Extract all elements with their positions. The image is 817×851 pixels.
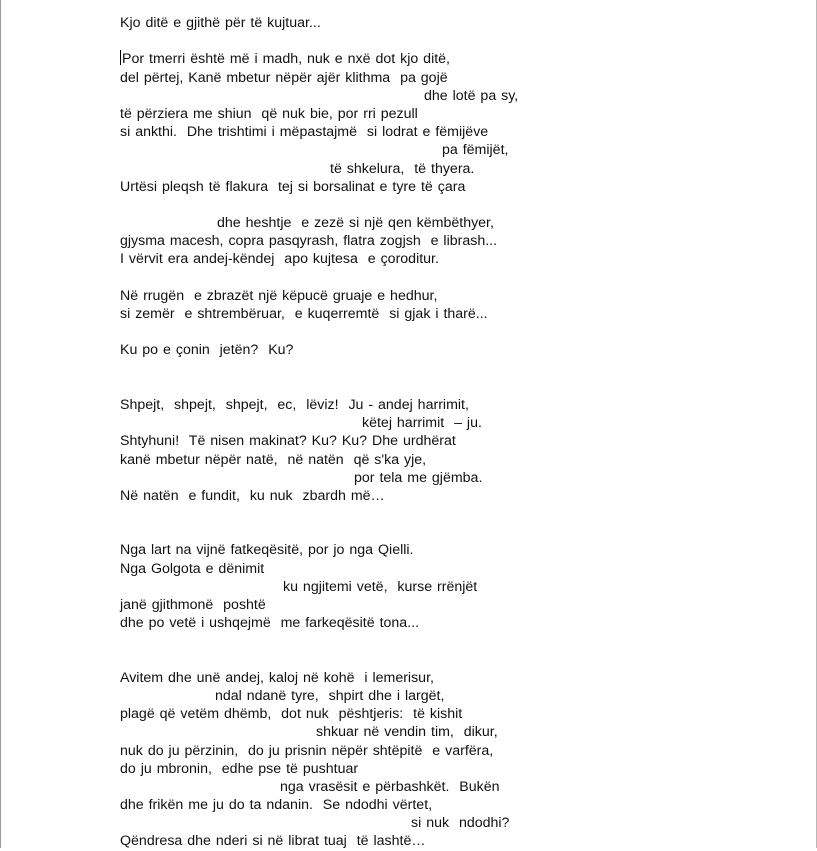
line-text: gjysma macesh, copra pasqyrash, flatra zogjsh e librash... (120, 233, 498, 250)
text-line (120, 614, 810, 632)
text-line (120, 160, 810, 178)
text-line (120, 541, 810, 559)
text-line (120, 778, 810, 796)
line-text: ku ngjitemi vetë, kurse rrënjët (283, 578, 478, 595)
line-text: del përtej, Kanë mbetur nëpër ajër klithma pa gojë (120, 69, 448, 86)
text-line (120, 87, 810, 105)
text-line (120, 123, 810, 141)
line-text: Nga lart na vijnë fatkeqësitë, por jo nga Qielli. (120, 542, 414, 559)
line-text: Qëndresa dhe nderi si në librat tuaj të lashtë… (120, 833, 426, 850)
line-text: plagë që vetëm dhëmb, dot nuk pështjeris: të kishit (120, 706, 463, 723)
line-text: pa fëmijët, (442, 142, 509, 159)
text-line (120, 214, 810, 232)
text-line (120, 105, 810, 123)
text-line (120, 596, 810, 614)
line-text: por tela me gjëmba. (354, 469, 483, 486)
line-text: Në natën e fundit, ku nuk zbardh më… (120, 487, 385, 504)
line-text: dhe po vetë i ushqejmë me farkeqësitë tona... (120, 615, 420, 632)
blank-line (120, 632, 810, 650)
line-text: Avitem dhe unë andej, kaloj në kohë i lemerisur, (120, 669, 434, 686)
line-text: Në rrugën e zbrazët një këpucë gruaje e hedhur, (120, 287, 438, 304)
line-text: dhe heshtje e zezë si një qen këmbëthyer, (217, 215, 494, 232)
text-line (120, 687, 810, 705)
line-text: janë gjithmonë poshtë (120, 597, 266, 613)
line-text: si zemër e shtrembëruar, e kuqerremtë si gjak i tharë... (120, 306, 488, 322)
text-line (120, 705, 810, 723)
text-line (120, 305, 810, 323)
line-text: të shkelura, të thyera. (330, 160, 475, 177)
line-text: nuk do ju përzinin, do ju prisnin nëpër shtëpitë e varfëra, (120, 742, 494, 759)
blank-line (120, 651, 810, 669)
poem-text[interactable] (120, 14, 810, 851)
line-text: të përziera me shiun që nuk bie, por rri pezull (120, 105, 418, 122)
text-line (120, 141, 810, 159)
text-line (120, 487, 810, 505)
text-line (120, 560, 810, 578)
line-text: Shtyhuni! Të nisen makinat? Ku? Ku? Dhe urdhërat (120, 433, 456, 450)
text-line (120, 760, 810, 778)
line-text: si ankthi. Dhe trishtimi i mëpastajmë si lodrat e fëmijëve (120, 124, 489, 141)
line-text: dhe lotë pa sy, (424, 87, 519, 104)
text-line (120, 232, 810, 250)
text-line (120, 50, 810, 68)
line-text: këtej harrimit – ju. (362, 415, 482, 432)
text-line (120, 723, 810, 741)
line-text: nga vrasësit e përbashkët. Bukën (280, 778, 500, 795)
line-text: ndal ndanë tyre, shpirt dhe i largët, (215, 687, 445, 704)
blank-line (120, 32, 810, 50)
line-text: Urtësi pleqsh të flakura tej si borsalinat e tyre të çara (120, 178, 466, 195)
text-line (120, 69, 810, 87)
blank-line (120, 360, 810, 378)
line-text: dhe frikën me ju do ta ndanin. Se ndodhi vërtet, (120, 797, 433, 814)
blank-line (120, 523, 810, 541)
blank-line (120, 196, 810, 214)
blank-line (120, 378, 810, 396)
text-line (120, 796, 810, 814)
blank-line (120, 269, 810, 287)
line-text: Kjo ditë e gjithë për të kujtuar... (120, 15, 321, 31)
text-line (120, 396, 810, 414)
blank-line (120, 323, 810, 341)
text-line (120, 287, 810, 305)
text-line (120, 178, 810, 196)
blank-line (120, 505, 810, 523)
line-text: kanë mbetur nëpër natë, në natën që s'ka yje, (120, 451, 427, 468)
text-line (120, 250, 810, 268)
line-text: Nga Golgota e dënimit (120, 560, 265, 577)
text-line (120, 451, 810, 469)
text-line (120, 742, 810, 760)
text-line (120, 669, 810, 687)
text-line (120, 814, 810, 832)
line-text: Ku po e çonin jetën? Ku? (120, 342, 294, 359)
text-line (120, 341, 810, 359)
text-line (120, 578, 810, 596)
line-text: Shpejt, shpejt, shpejt, ec, lëviz! Ju - andej harrimit, (120, 396, 469, 413)
line-text: Por tmerri është më i madh, nuk e nxë dot kjo ditë, (122, 51, 451, 68)
text-line (120, 14, 810, 32)
line-text: I vërvit era andej-këndej apo kujtesa e çoroditur. (120, 251, 439, 268)
text-line (120, 432, 810, 450)
text-line (120, 414, 810, 432)
line-text: shkuar në vendin tim, dikur, (316, 724, 498, 741)
text-line (120, 469, 810, 487)
line-text: si nuk ndodhi? (411, 815, 510, 832)
text-cursor (120, 50, 121, 65)
line-text: do ju mbronin, edhe pse të pushtuar (120, 760, 359, 777)
